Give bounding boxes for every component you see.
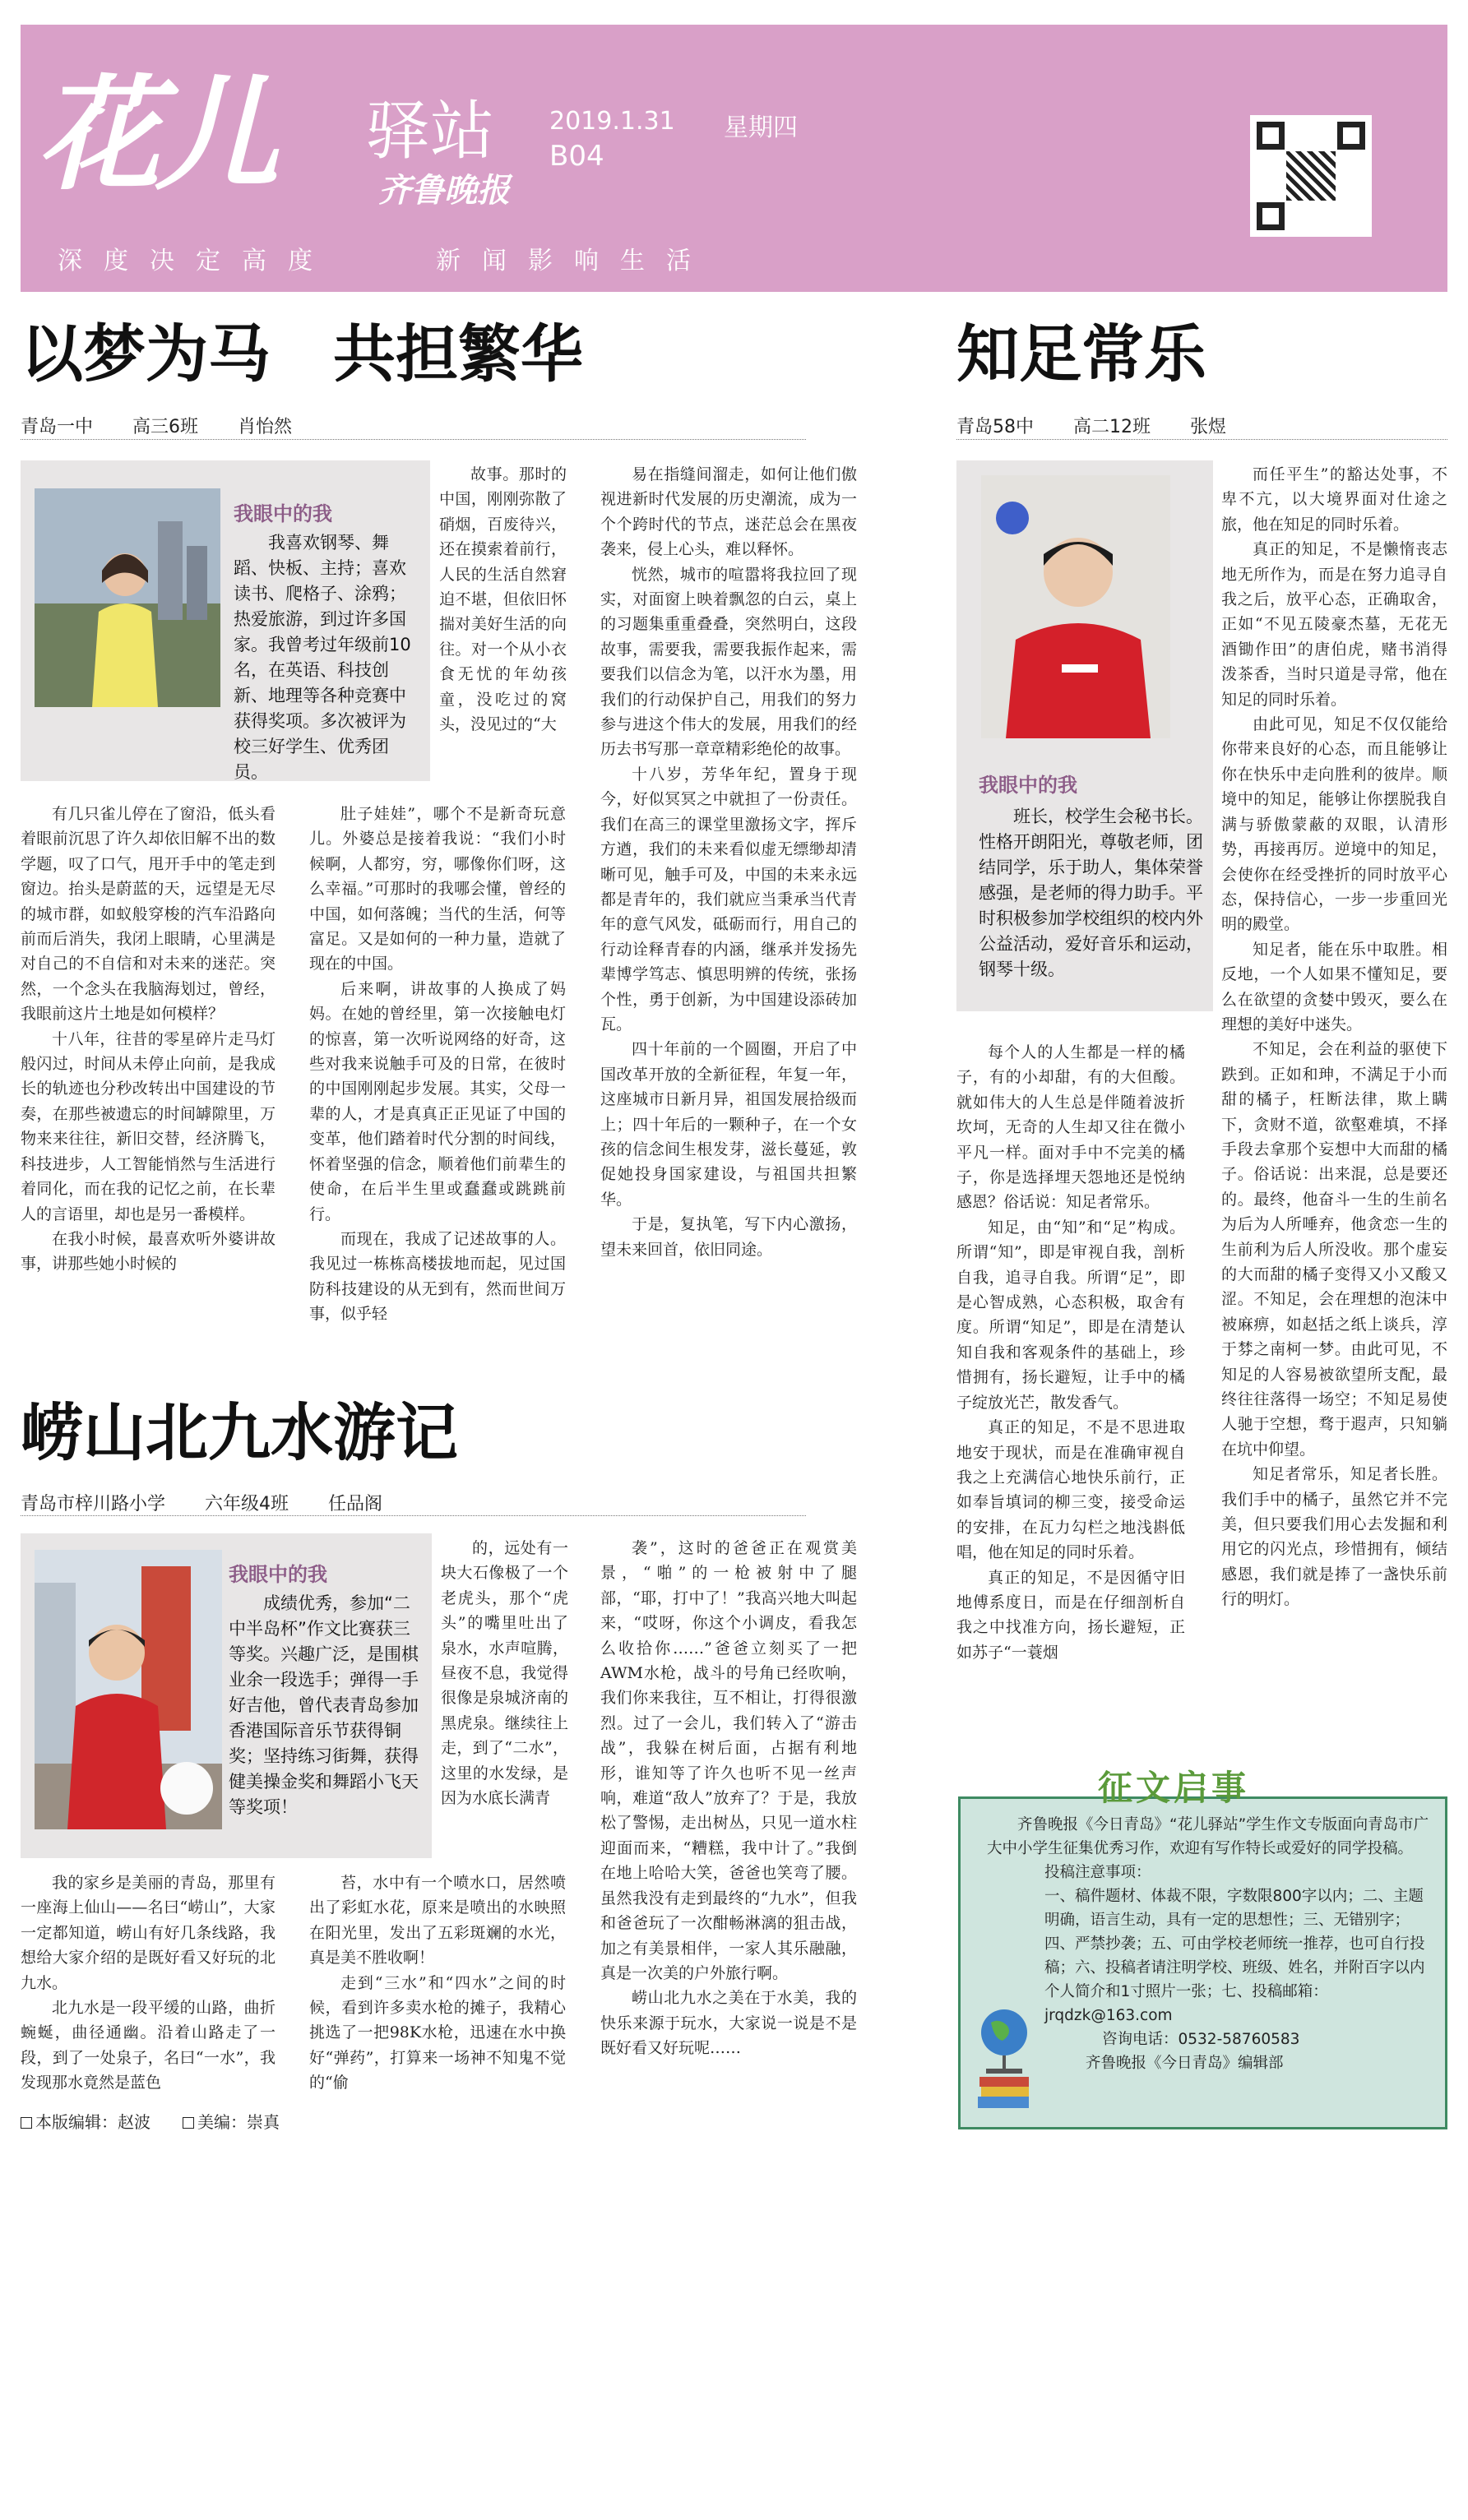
call-sign: 齐鲁晚报《今日青岛》编辑部: [1086, 2055, 1284, 2072]
article3-paragraph: 真正的知足，不是不思进取地安于现状，而是在准确审视自我之上充满信心地快乐前行，正如奉旨填词的柳三变，接受命运的安排，在瓦力勾栏之地浅斟低唱，他在知足的同时乐着。: [956, 1418, 1185, 1562]
article3-paragraph: 真正的知足，不是懒惰丧志地无所作为，而是在努力追寻自我之后，放平心态，正确取舍，正如“不见五陵豪杰墓，无花无酒锄作田”的唐伯虎，赌书消得泼茶香，当时只道是寻常，他在知足的同时乐着。: [1221, 540, 1447, 709]
divider: [21, 439, 806, 440]
logo-huaer: 花儿: [37, 64, 275, 207]
article1-paragraph: 易在指缝间溜走，如何让他们傲视进新时代发展的历史潮流，成为一个个跨时代的节点，迷茫总会在黑夜袭来，侵上心头，难以释怀。: [600, 465, 857, 559]
article3-profile-title: 我眼中的我: [979, 774, 1077, 797]
article1-column-top: [439, 462, 567, 783]
article3-paragraph: 每个人的人生都是一样的橘子，有的小却甜，有的大但酸。就如伟大的人生总是伴随着波折坎坷，无奇的人生却又往在微小平凡一样。面对手中不完美的橘子，你是选择埋天怨地还是悦纳感恩？俗话说：知足者常乐。: [956, 1043, 1185, 1212]
article1-paragraph: 恍然，城市的喧嚣将我拉回了现实，对面窗上映着飘忽的白云，桌上的习题集重重叠叠，突然明白，这段故事，需要我，需要我振作起来，需要我们以信念为笔，以汗水为墨，用我们的行动保护自己，用我们的努力参与进这个伟大的发展，用我们的经历去书写那一章章精彩绝伦的故事。: [600, 565, 857, 759]
article2-school: 青岛市梓川路小学: [21, 1494, 166, 1514]
article1-column-c: [600, 462, 857, 1336]
article1-author: 肖怡然: [238, 417, 293, 437]
article1-paragraph: 十八岁，芳华年纪，置身于现今，好似冥冥之中就担了一份责任。我们在高三的课堂里激扬文字，挥斥方遒，我们的未来看似虚无缥缈却清晰可见，触手可及，中国的未来永远都是青年的，我们就应当秉承当代青年的意气风发，砥砺而行，用自己的行动诠释青春的内涵，继承并发扬先辈博学笃志、慎思明辨的传统，张扬个性，勇于创新，为中国建设添砖加瓦。: [600, 765, 857, 1033]
call-notes-title: 投稿注意事项：: [1044, 1864, 1151, 1881]
article1-paragraph: 故事。那时的中国，刚刚弥散了硝烟，百废待兴，还在摸索着前行，人民的生活自然窘迫不堪，但依旧怀揣对美好生活的向往。对一个从小衣食无忧的年幼孩童，没吃过的窝头，没见过的“大: [439, 465, 567, 734]
article1-paragraph: 有几只雀儿停在了窗沿，低头看着眼前沉思了许久却依旧解不出的数学题，叹了口气，甩开手中的笔走到窗边。抬头是蔚蓝的天，远望是无尽的城市群，如蚁般穿梭的汽车沿路向前而后消失，我闭上眼睛，心里满是对自己的不自信和对未来的迷茫。突然，一个念头在我脑海划过，曾经，我眼前这片土地是如何模样？: [21, 805, 276, 1024]
article3-profile-text: 班长，校学生会秘书长。性格开朗阳光，尊敬老师，团结同学，乐于助人，集体荣誉感强，是老师的得力助手。平时积极参加学校组织的校内外公益活动，爱好音乐和运动，钢琴十级。: [979, 807, 1203, 979]
footer-designer: [183, 2109, 280, 2133]
footer-editor: [21, 2109, 151, 2133]
logo-station: 驿站: [366, 95, 495, 169]
article2-title: 崂山北九水游记: [21, 1396, 458, 1469]
article2-profile-text-wrap: [229, 1591, 426, 1820]
article2-profile-title: 我眼中的我: [229, 1563, 327, 1586]
article3-byline: [956, 413, 1266, 438]
slogan-left: 深度决定高度: [58, 247, 334, 275]
article3-paragraph: 知足者，能在乐中取胜。相反地，一个人如果不懂知足，要么在欲望的贪婪中毁灭，要么在理想的美好中迷失。: [1221, 940, 1447, 1033]
article3-paragraph: 而任平生”的豁达处事，不卑不亢，以大境界面对仕途之旅，他在知足的同时乐着。: [1221, 465, 1447, 534]
article3-paragraph: 知足者常乐，知足者长胜。我们手中的橘子，虽然它并不完美，但只要我们用心去发掘和利用它的闪光点，珍惜拥有，倾结感恩，我们就是捧了一盏快乐前行的明灯。: [1221, 1465, 1447, 1609]
article1-paragraph: 十八年，往昔的零星碎片走马灯般闪过，时间从未停止向前，是我成长的轨迹也分秒改转出中国建设的节奏，在那些被遗忘的时间罅隙里，万物来来往往，新旧交替，经济腾飞，科技进步，人工智能悄然与生活进行着同化，而在我的记忆之前，在长辈人的言语里，却也是另一番模样。: [21, 1029, 276, 1223]
square-icon: [21, 2117, 32, 2129]
issue-date: 2019.1.31: [549, 107, 675, 136]
article3-school: 青岛58中: [956, 417, 1034, 437]
article2-column-a: [21, 1870, 276, 2094]
article3-column-mid: [956, 1040, 1185, 1747]
article2-class: 六年级4班: [205, 1494, 289, 1514]
article1-paragraph: 肚子娃娃”，哪个不是新奇玩意儿。外婆总是接着我说：“我们小时候啊，人都穷，穷，哪像你们呀，这么幸福。”可那时的我哪会懂，曾经的中国，如何落魄；当代的生活，何等富足。又是如何的一种力量，造就了现在的中国。: [309, 805, 566, 973]
article1-class: 高三6班: [132, 417, 199, 437]
call-intro: 齐鲁晚报《今日青岛》“花儿驿站”学生作文专版面向青岛市广大中小学生征集优秀习作，欢迎有写作特长或爱好的同学投稿。: [987, 1816, 1429, 1857]
call-for-papers-title: 征文启事: [1098, 1768, 1250, 1808]
article2-column-b: [309, 1870, 566, 2094]
square-icon: [183, 2117, 194, 2129]
qr-code-icon[interactable]: [1250, 115, 1372, 237]
slogan-right: 新闻影响生活: [436, 247, 712, 275]
article2-paragraph: 袭”，这时的爸爸正在观赏美景，“啪”的一枪被射中了腿部，“耶，打中了！”我高兴地大叫起来，“哎呀，你这个小调皮，看我怎么收拾你……”爸爸立刻买了一把AWM水枪，战斗的号角已经吹响，我们你来我往，互不相让，打得很激烈。过了一会儿，我们转入了“游击战”，我躲在树后面，占据有利地形，谁知等了许久也听不见一丝声响，难道“敌人”放弃了？于是，我放松了警惕，走出树丛，只见一道水柱迎面而来，“糟糕，我中计了。”我倒在地上哈哈大笑，爸爸也笑弯了腰。虽然我没有走到最终的“九水”，但我和爸爸玩了一次酣畅淋漓的狙击战，加之有美景相伴，一家人其乐融融，真是一次美的户外旅行啊。: [600, 1539, 857, 1982]
article1-paragraph: 而现在，我成了记述故事的人。我见过一栋栋高楼拔地而起，见过国防科技建设的从无到有，然而世间万事，似乎轻: [309, 1229, 566, 1324]
article1-profile-text: 我喜欢钢琴、舞蹈、快板、主持；喜欢读书、爬格子、涂鸦；热爱旅游，到过许多国家。我曾考过年级前10名，在英语、科技创新、地理等各种竞赛中获得奖项。多次被评为校三好学生、优秀团员。: [234, 533, 411, 782]
article1-profile-title: 我眼中的我: [234, 502, 332, 525]
article3-class: 高二12班: [1073, 417, 1151, 437]
article2-paragraph: 崂山北九水之美在于水美，我的快乐来源于玩水，大家说一说是不是既好看又好玩呢……: [600, 1989, 857, 2058]
article3-profile-text-wrap: [979, 804, 1207, 983]
article1-school: 青岛一中: [21, 417, 94, 437]
article2-paragraph: 走到“三水”和“四水”之间的时候，看到许多卖水枪的摊子，我精心挑选了一把98K水枪，迅速在水中换好“弹药”，打算来一场神不知鬼不觉的“偷: [309, 1973, 566, 2092]
article1-column-a: [21, 802, 276, 1336]
designer-text: 美编：崇真: [197, 2112, 280, 2132]
divider: [21, 1515, 806, 1516]
article1-paragraph: 四十年前的一个圆圈，开启了中国改革开放的全新征程，年复一年，这座城市日新月异，祖国发展拾级而上；四十年后的一颗种子，在一个女孩的信念间生根发芽，滋长蔓延，敦促她投身国家建设，与祖国共担繁华。: [600, 1040, 857, 1209]
article2-author-photo: [35, 1550, 222, 1829]
editor-text: 本版编辑：赵波: [35, 2112, 151, 2132]
article1-paragraph: 后来啊，讲故事的人换成了妈妈。在她的曾经里，第一次接触电灯的惊喜，第一次听说网络的好奇，这些对我来说触手可及的日常，在彼时的中国刚刚起步发展。其实，父母一辈的人，才是真真正正见证了中国的变革，他们踏着时代分割的时间线，怀着坚强的信念，顺着他们前辈生的使命，在后半生里或蠢蠢或跳跳前行。: [309, 979, 566, 1223]
article1-byline: [21, 413, 331, 438]
article3-author-photo: [981, 475, 1170, 738]
article3-paragraph: 真正的知足，不是因循守旧地傅系度日，而是在仔细剖析自我之中找准方向，扬长避短，正如苏子“一蓑烟: [956, 1568, 1185, 1662]
call-phone: 咨询电话：0532-58760583: [1102, 2031, 1300, 2048]
article1-title: 以梦为马 共担繁华: [21, 317, 583, 391]
article2-profile-text: 成绩优秀，参加“二中半岛杯”作文比赛获三等奖。兴趣广泛，是围棋业余一段选手；弹得一手好吉他，曾代表青岛参加香港国际音乐节获得铜奖；坚持练习街舞，获得健美操金奖和舞蹈小飞天等奖项！: [229, 1593, 419, 1817]
article3-paragraph: 不知足，会在利益的驱使下跌到。正如和珅，不满足于小而甜的橘子，枉断法律，欺上瞒下，贪财不道，欲壑难填，不择手段去拿那个妄想中大而甜的橘子。俗话说：出来混，总是要还的。最终，他奋斗一生的生前名为后为人所唾弃，他贪恋一生的生前利为后人所没收。那个虚妄的大而甜的橘子变得又小又酸又涩。不知足，会在理想的泡沫中被麻痹，如赵括之纸上谈兵，淳于棼之南柯一梦。由此可见，不知足的人容易被欲望所支配，最终往往落得一场空；不知足易使人驰于空想，骛于遐声，只知躺在坑中仰望。: [1221, 1040, 1447, 1459]
article1-author-photo: [35, 488, 220, 707]
article2-byline: [21, 1490, 422, 1515]
article2-paragraph: 我的家乡是美丽的青岛，那里有一座海上仙山——名曰“崂山”，大家一定都知道，崂山有好几条线路，我想给大家介绍的是既好看又好玩的北九水。: [21, 1874, 276, 1992]
article1-profile-text-wrap: [234, 530, 423, 785]
article1-paragraph: 于是，复执笔，写下内心激扬，望未来回首，依旧同途。: [600, 1215, 857, 1259]
call-for-papers-text: [987, 1813, 1431, 2075]
article2-author: 任品阁: [328, 1494, 383, 1514]
article3-title: 知足常乐: [956, 317, 1206, 391]
page-number: B04: [549, 140, 604, 173]
article3-paragraph: 知足，由“知”和“足”构成。所谓“知”，即是审视自我，剖析自我，追寻自我。所谓“足”，即是心智成熟，心态积极，取舍有度。所谓“知足”，即是在清楚认知自我和客观条件的基础上，珍惜拥有，扬长避短，让手中的橘子绽放光芒，散发香气。: [956, 1218, 1185, 1412]
newspaper-name: 齐鲁晚报: [378, 171, 510, 210]
globe-books-icon: [975, 2006, 1034, 2113]
article2-column-top: [441, 1536, 568, 1861]
article1-paragraph: 在我小时候，最喜欢听外婆讲故事，讲那些她小时候的: [21, 1229, 276, 1274]
article3-column-right: [1221, 462, 1447, 1749]
article2-paragraph: 苔，水中有一个喷水口，居然喷出了彩虹水花，原来是喷出的水映照在阳光里，发出了五彩斑斓的水光，真是美不胜收啊！: [309, 1874, 566, 1967]
issue-weekday: 星期四: [724, 113, 798, 142]
article2-paragraph: 北九水是一段平缓的山路，曲折蜿蜒，曲径通幽。沿着山路走了一段，到了一处泉子，名曰“一水”，我发现那水竟然是蓝色: [21, 1999, 276, 2092]
article3-author: 张煜: [1190, 417, 1227, 437]
article3-paragraph: 由此可见，知足不仅仅能给你带来良好的心态，而且能够让你在快乐中走向胜利的彼岸。顺境中的知足，能够让你摆脱我自满与骄傲蒙蔽的双眼，认清形势，再接再厉。逆境中的知足，会使你在经受挫折的同时放平心态，保持信心，一步一步重回光明的殿堂。: [1221, 715, 1447, 934]
article2-paragraph: 的，远处有一块大石像极了一个老虎头，那个“虎头”的嘴里吐出了泉水，水声喧腾，昼夜不息，我觉得很像是泉城济南的黑虎泉。继续往上走，到了“二水”，这里的水发绿，是因为水底长满青: [441, 1539, 568, 1808]
article2-column-c: [600, 1536, 857, 2095]
article1-column-b: [309, 802, 566, 1336]
divider: [956, 439, 1447, 440]
call-notes: 一、稿件题材、体裁不限，字数限800字以内；二、主题明确，语言生动，具有一定的思想性；三、无错别字；四、严禁抄袭；五、可由学校老师统一推荐，也可自行投稿；六、投稿者请注明学校、班级、姓名，并附百字以内个人简介和1寸照片一张；七、投稿邮箱：jrqdzk@163.com: [1044, 1888, 1425, 2024]
